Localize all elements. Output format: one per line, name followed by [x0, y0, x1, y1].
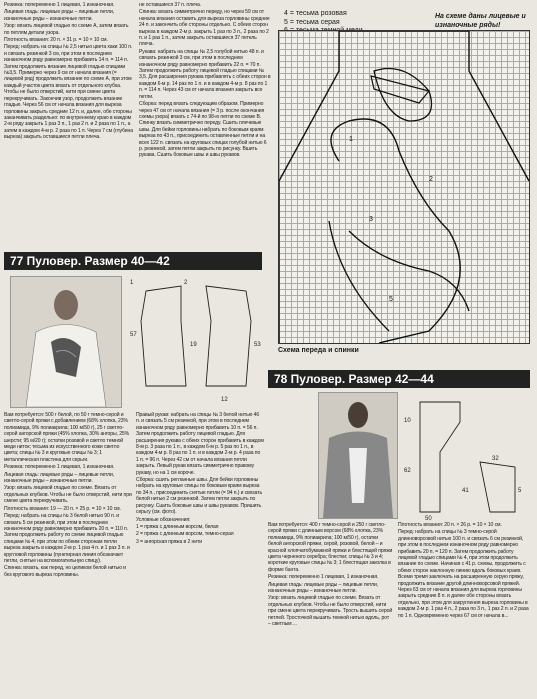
text-column-2-bottom: [136, 412, 264, 697]
paragraph: Плотность вязания: 20 п. × 31 р. = 10 × 10 см.: [4, 37, 108, 44]
chart-note: На схеме даны лицевые и изнаночные ряды!: [435, 13, 526, 29]
paragraph: Сборка: сшить регланные швы. Для бейки горловины набрать на круговые спицы по боковым краям выреза по 34 п., присоединить снятые петли (= 94 п.) и связать белой нитью 2 см резинкой. Затем петли закрыть по рисунку. Сшить боковые швы и швы рукавов. Пришить серьгу (см. фото).: [136, 477, 263, 516]
paragraph: Резинка: попеременно 1 лицевая, 1 изнаночная.: [268, 574, 379, 581]
paragraph: Спинка: вязать, как перед, но целиком белой нитью и без кругового выреза горловины.: [4, 565, 126, 578]
paragraph: 1 = пряжа с длинным ворсом, белая: [136, 523, 219, 530]
paragraph: Плотность вязания: 20 п. × 26 р. = 10 × 10 см.: [398, 522, 502, 528]
chart-caption: Схема переда и спинки: [278, 347, 359, 354]
dimension-label: 12: [221, 397, 228, 403]
paragraph: 3 = ангорская пряжа в 2 нити: [136, 538, 202, 545]
dimension-label: 5: [518, 488, 522, 494]
legend-item: 5 = тесьма серая: [284, 18, 340, 26]
photo-figure-78: [319, 393, 397, 518]
svg-text:1: 1: [349, 136, 353, 143]
paragraph: Вам потребуется: 500 г белой, по 50 г темно-серой и светло-серой пряжи с добавлением (68% хлопка, 23% полиамида, 9% полиакрила; 100 м/50 г), 25 г светло-серой ангорской пряжи (45% хлопка, 30% ангоры, 25% шерсти; 95 м/20 г); остатки розовой и светло темной меди ниток; тесьма из искусственного кожи светло цвета; спицы № 3 и круговые спицы № 3; 1 металлическая пластина для серьги.: [4, 412, 130, 463]
section-header-78: 78 Пуловер. Размер 42—44: [268, 370, 530, 388]
dimension-label: 19: [190, 342, 197, 348]
svg-text:5: 5: [389, 296, 393, 303]
text-column-2-top: [139, 2, 271, 252]
text-column-1-top: [4, 2, 135, 252]
paragraph: Рукава: набрать на спицы № 2,5 голубой нитью 48 п. и связать резинкой 3 см, при этом в последнем изнаночном ряду равномерно прибавить 22 п. = 70 п. Затем продолжить работу лицевой гладью спицами № 3,5. Для расширения рукава прибавлять с обеих сторон в каждом 6-м р. 14 раз по 1 п. и в каждом 4-м р. 8 раз по 1 п. = 114 п. Через 43 см от начала вязания закрыть все петли.: [139, 48, 271, 100]
paragraph: 2 = пряжа с длинным ворсом, темно-серая: [136, 531, 234, 538]
text-column-1-bottom: [4, 412, 132, 697]
paragraph: Сборка: перед вязать следующим образом. Примерно через 47 см от начала вязания (= 3 р. после окончания схемы узора) вязать с 74-й по 98-ю петли по схеме В. Спинку вязать симметрично переду. Сшить плечевые швы. Для бейки горловины набрать по боковым краям выреза по 43 п., присоединить оставленные петли и на всех 122 п. связать на круговых спицах голубой нитью 6 р. резинкой, затем петли закрыть по рисунку. Вшить рукава. Сшить боковые швы и швы рукавов.: [139, 101, 267, 159]
paragraph: Резинка: попеременно 1 лицевая, 1 изнаночная.: [4, 464, 115, 471]
dimension-label: 2: [184, 280, 188, 286]
text-column-3-bottom: [268, 522, 393, 697]
dimension-label: 50: [425, 516, 432, 522]
svg-text:3: 3: [369, 216, 373, 223]
section-header-77: 77 Пуловер. Размер 40—42: [4, 252, 262, 270]
paragraph: Условные обозначения:: [136, 516, 191, 523]
knitting-chart-front-back: [278, 30, 530, 344]
paragraph: Лицевая гладь: лицевые ряды – лицевые петли, изнаночные ряды – изнаночные петли.: [4, 9, 115, 22]
paragraph: не оставшиеся 37 п. плеча.: [139, 2, 202, 8]
svg-text:2: 2: [429, 176, 433, 183]
text-column-4-bottom: [398, 522, 530, 697]
photo-model-78: [318, 392, 398, 519]
paragraph: Лицевая гладь: лицевые ряды – лицевые петли, изнаночные ряды – изнаночные петли.: [268, 581, 379, 595]
paragraph: Узор: вязать лицевой гладью по схеме. Вязать от отдельных клубков. Чтобы не было отверстий, нити при смене цвета перекручивать. Трость вышить серой петлей. Тросточкой вышить темной нитью вдоль, рот – светлым ...: [268, 595, 393, 628]
paragraph: Перед: набрать на спицы № 3 темно-серой длинноворсовой нитью 100 п. и связать 6 см резинкой, при этом в последнем изнаночном ряду равномерно прибавить 20 п. = 120 п. Затем продолжить работу лицевой гладью спицами № 4, при этом продолжить вязание по схеме. Начиная с 41 р. схемы, продолжить с обеих сторон наклонную линию вдоль боковых краев. Всеми тремя заключать на расширенную серую пряжу, продолжить вязание другой длинноворсовой пряжей. Через 63 см от начала вязания для выреза горловины закрыть средние 8 п. и далее обе стороны вязать отдельно, при этом для закругления выреза горловины в каждом 2-м р. 1 раз 4 п., 2 раза по 3 п., 1 раз 2 п. и 2 раза по 1 п. Одновременно через 67 см от начала в...: [398, 529, 529, 619]
paragraph: Лицевая гладь: лицевые ряды – лицевые петли, изнаночные ряды – изнаночные петли.: [4, 471, 115, 485]
dimension-label: 57: [130, 332, 137, 338]
dimension-label: 32: [492, 456, 499, 462]
paragraph: Вам потребуется: 400 г темно-серой и 250 г светло-серой пряжи с длинным ворсом (68% хлопка, 23% полиамида, 9% полиакрила; 100 м/50 г), остатки белой ангорской пряжи, серой, розовой, белой – и красной хлопчатобумажной пряжи и блестящей пряжи цвета черненого серебра; блестки; спицы № 3 и 4; короткие круговые спицы № 3; 1 блестящая заколка в форме банта.: [268, 522, 393, 573]
dimension-label: 10: [404, 418, 411, 424]
dimension-label: 1: [130, 280, 134, 286]
dimension-label: 53: [254, 342, 261, 348]
paragraph: Узор: вязать лицевой гладью по схеме А, затем вязать по петлям детали узора.: [4, 23, 129, 36]
paragraph: Плотность вязания: 19 — 20 п. × 25 р. = 10 × 10 см.: [4, 505, 121, 512]
dimension-label: 41: [462, 488, 469, 494]
paragraph: Резинка: попеременно 1 лицевая, 1 изнаночная.: [4, 2, 115, 8]
paragraph: Узор: вязать лицевой гладью по схеме. Вязать от отдельных клубков. Чтобы не было отверстий, нити при смене цвета перекручивать.: [4, 485, 132, 505]
schematic-diagram-78: [400, 392, 528, 522]
schematic-diagram-77: [126, 276, 271, 411]
paragraph: Спинка: вязать симметрично переду, но через 59 см от начала вязания оставить для выреза горловины средние 24 п. и закончить обе стороны отдельно. С обеих сторон выреза в каждом 2-м р. закрыть 1 раз по 3 п., 2 раза по 2 п. и 1 раз 1 п., затем закрыть оставшиеся 37 петель плеча.: [139, 9, 270, 48]
chart-motif-outline: [279, 31, 529, 343]
paragraph: Перед: набрать на спицы № 3 белой нитью 90 п. и связать 5 см резинкой, при этом в последнем изнаночном ряду равномерно прибавить 20 п. = 110 п. Затем продолжить работу по схеме лицевой гладью спицами № 4, при этом по обеим сторонам петли выреза закрыть в каждом 2-м р. 1 раз 4 п. и 1 раз 3 п. и кругловой горловины (пунктирная линия обозначает петли, снятые на вспомогательную спицу).: [4, 513, 130, 564]
legend-item: 4 = тесьма розовая: [284, 10, 347, 17]
paragraph: Правый рукав: набрать на спицы № 3 белой нитью 46 п. и связать 5 см резинкой, при этом в последнем изнаночном ряду равномерно прибавить 10 п. = 56 п. Затем продолжить работу лицевой гладью. Для расширения рукава с обеих сторон прибавить в каждом 8-м р. 3 раза по 1 п., в каждом 6-м р. 5 раз по 1 п., в каждом 4-м р. 8 раз по 1 п. и в каждом 2-м р. 4 раза по 1 п. = 96 п. Через 42 см от начала вязания петли закрыть. Левый рукав вязать симметрично правому рукаву, но на 1 см короче.: [136, 412, 264, 476]
dimension-label: 62: [404, 468, 411, 474]
photo-model-77: [10, 276, 122, 408]
paragraph: Перед: набрать на спицы № 2,5 нитью цвета хаки 100 п. и связать резинкой 3 см, при этом в последнем изнаночном ряду равномерно прибавить 14 п. = 114 п. Затем продолжить вязание лицевой гладью спицами №3,5. Примерно через 9 см от начала вязания (= лицевой ряд) продолжить вязание по схеме А, при этом каждый участок цвета вязать от отдельного клубка. Чтобы не было отверстий, нити при смене цвета перекручивать. Закончив узор, продолжить вязание гладью. Через 56 см от начала вязания для выреза горловины закрыть средние 12 п. и, далее, обе стороны заканчивать раздельно: по внутреннему краю в каждом 2-м ряду закрыть 1 раз 3 п., 1 раз 2 п. и 2 раза по 1 п., а затем в каждом 4-м р. 2 раза по 1 п. Через 7 см (глубина выреза) закрыть оставшиеся петли плеча.: [4, 44, 133, 141]
photo-figure-77: [11, 277, 121, 407]
